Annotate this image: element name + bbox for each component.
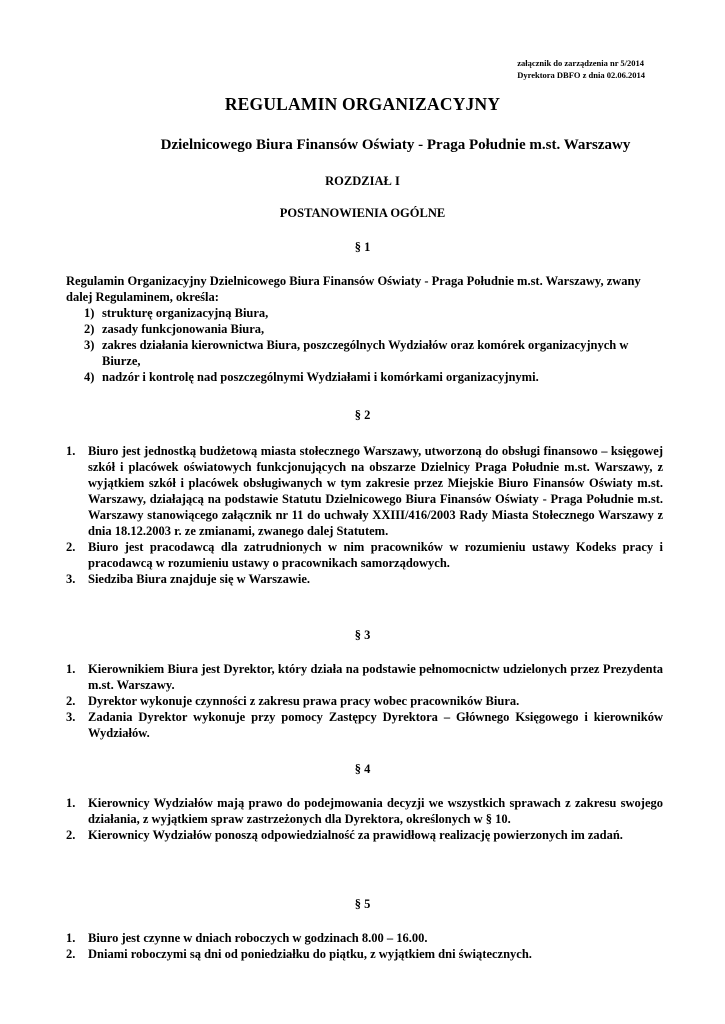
- list-item: [66, 337, 663, 369]
- list-item-number: 3): [84, 338, 95, 352]
- paragraph-1-list: [66, 305, 663, 385]
- list-item: [66, 946, 663, 962]
- list-item-number: 1.: [66, 662, 76, 676]
- paragraph-5-list: [66, 930, 663, 962]
- attachment-line-1: załącznik do zarządzenia nr 5/2014: [517, 58, 645, 68]
- paragraph-symbol-1: § 1: [354, 240, 371, 254]
- list-item-number: 2.: [66, 540, 76, 554]
- attachment-line-2: Dyrektora DBFO z dnia 02.06.2014: [517, 70, 645, 80]
- paragraph-2-list: [66, 443, 663, 587]
- list-item-text: Biuro jest jednostką budżetową miasta stołecznego Warszawy, utworzoną do obsługi finansowo – księgowej szkół i placówek oświatowych funkcjonujących na obszarze Dzielnicy Praga Południe m.st. Warszawy, z wyjątkiem szkół i placówek obsługiwanych w tym zakresie przez Miejskie Biuro Finansów Oświaty m.st. Warszawy, działającą na podstawie Statutu Dzielnicowego Biura Finansów Oświaty - Praga Południe m.st. Warszawy stanowiącego załącznik nr 11 do uchwały XXIII/416/2003 Rady Miasta Stołecznego Warszawy z dnia 18.12.2003 r. ze zmianami, zwanego dalej Statutem.: [88, 444, 663, 538]
- list-item-number: 1): [84, 306, 95, 320]
- paragraph-1-body: [66, 273, 663, 385]
- list-item-number: 3.: [66, 710, 76, 724]
- list-item-text: Zadania Dyrektor wykonuje przy pomocy Zastępcy Dyrektora – Głównego Księgowego i kierowników Wydziałów.: [88, 710, 663, 740]
- document-subtitle: Dzielnicowego Biura Finansów Oświaty - Praga Południe m.st. Warszawy: [160, 137, 631, 153]
- list-item: [66, 443, 663, 539]
- list-item-text: Biuro jest czynne w dniach roboczych w godzinach 8.00 – 16.00.: [88, 931, 428, 945]
- paragraph-1-intro: Regulamin Organizacyjny Dzielnicowego Biura Finansów Oświaty - Praga Południe m.st. Warszawy, zwany dalej Regulaminem, określa:: [66, 274, 641, 304]
- list-item-text: Dniami roboczymi są dni od poniedziałku do piątku, z wyjątkiem dni świątecznych.: [88, 947, 532, 961]
- list-item-text: nadzór i kontrolę nad poszczególnymi Wydziałami i komórkami organizacyjnymi.: [102, 370, 539, 384]
- chapter-heading: ROZDZIAŁ I: [325, 174, 400, 188]
- attachment-note: [517, 57, 645, 81]
- list-item-text: Dyrektor wykonuje czynności z zakresu prawa pracy wobec pracowników Biura.: [88, 694, 520, 708]
- section-title: POSTANOWIENIA OGÓLNE: [279, 206, 446, 220]
- paragraph-symbol-5: § 5: [354, 897, 371, 911]
- list-item-text: Kierownikiem Biura jest Dyrektor, który działa na podstawie pełnomocnictw udzielonych przez Prezydenta m.st. Warszawy.: [88, 662, 663, 692]
- list-item: [66, 827, 663, 843]
- list-item-number: 1.: [66, 931, 76, 945]
- list-item-number: 1.: [66, 796, 76, 810]
- document-title: REGULAMIN ORGANIZACYJNY: [224, 94, 501, 114]
- list-item-number: 2.: [66, 947, 76, 961]
- list-item-number: 2): [84, 322, 95, 336]
- list-item: [66, 795, 663, 827]
- paragraph-3-list: [66, 661, 663, 741]
- list-item-text: strukturę organizacyjną Biura,: [102, 306, 269, 320]
- list-item-text: Kierownicy Wydziałów mają prawo do podejmowania decyzji we wszystkich sprawach z zakresu swojego działania, z wyjątkiem spraw zastrzeżonych dla Dyrektora, określonych w § 10.: [88, 796, 663, 826]
- list-item-number: 2.: [66, 828, 76, 842]
- paragraph-2-body: [66, 443, 663, 587]
- paragraph-4-body: [66, 795, 663, 843]
- list-item-text: zasady funkcjonowania Biura,: [102, 322, 265, 336]
- list-item: [66, 539, 663, 571]
- list-item: [66, 661, 663, 693]
- list-item-number: 2.: [66, 694, 76, 708]
- list-item-number: 4): [84, 370, 95, 384]
- list-item-number: 3.: [66, 572, 76, 586]
- paragraph-3-body: [66, 661, 663, 741]
- list-item-text: Biuro jest pracodawcą dla zatrudnionych w nim pracowników w rozumieniu ustawy Kodeks pracy i pracodawcą w rozumieniu ustawy o pracownikach samorządowych.: [88, 540, 663, 570]
- list-item: [66, 571, 663, 587]
- list-item: [66, 709, 663, 741]
- list-item: [66, 930, 663, 946]
- list-item: [66, 305, 663, 321]
- paragraph-symbol-3: § 3: [354, 628, 371, 642]
- paragraph-symbol-2: § 2: [354, 408, 371, 422]
- paragraph-symbol-4: § 4: [354, 762, 371, 776]
- list-item: [66, 369, 663, 385]
- paragraph-5-body: [66, 930, 663, 962]
- list-item: [66, 693, 663, 709]
- list-item: [66, 321, 663, 337]
- list-item-number: 1.: [66, 444, 76, 458]
- list-item-text: zakres działania kierownictwa Biura, poszczególnych Wydziałów oraz komórek organizacyjnych w Biurze,: [102, 338, 629, 368]
- list-item-text: Siedziba Biura znajduje się w Warszawie.: [88, 572, 310, 586]
- paragraph-4-list: [66, 795, 663, 843]
- list-item-text: Kierownicy Wydziałów ponoszą odpowiedzialność za prawidłową realizację powierzonych im zadań.: [88, 828, 623, 842]
